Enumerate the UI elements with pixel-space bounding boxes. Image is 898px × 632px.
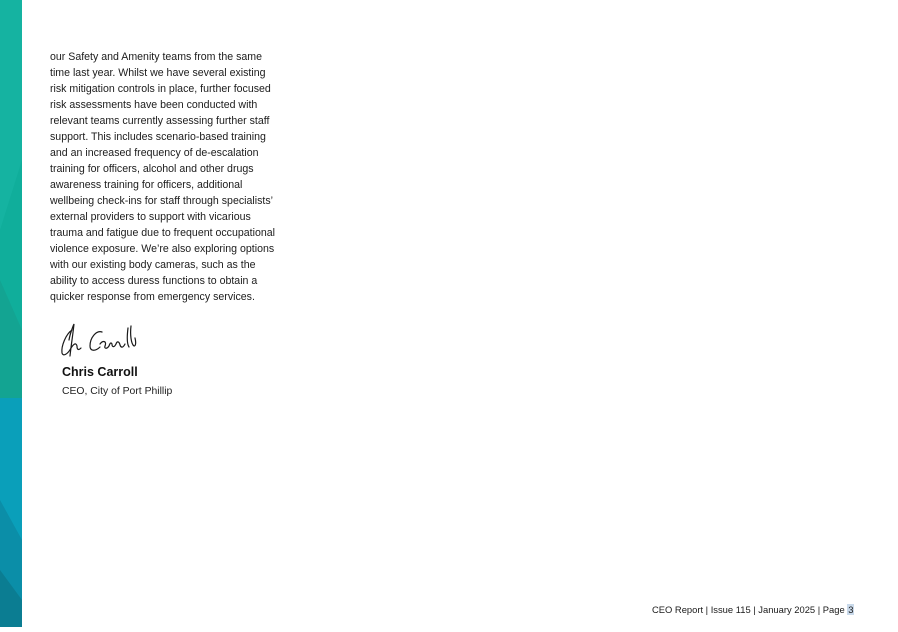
body-line: ability to access duress functions to obtain a [50,275,258,287]
signer-name: Chris Carroll [62,365,138,379]
body-line: trauma and fatigue due to frequent occupational [50,227,275,239]
body-line: violence exposure. We’re also exploring options [50,243,275,255]
body-line: training for officers, alcohol and other drugs [50,163,254,175]
page-footer [652,604,854,615]
body-line: quicker response from emergency services. [50,291,255,303]
body-line: external providers to support with vicarious [50,211,251,223]
body-line: support. This includes scenario-based training [50,131,266,143]
body-line: and an increased frequency of de-escalation [50,147,259,159]
body-line: time last year. Whilst we have several existing [50,67,266,79]
signer-title: CEO, City of Port Phillip [62,386,173,397]
page-number: 3 [848,604,854,615]
decorative-side-band [0,0,22,627]
body-line: risk mitigation controls in place, further focused [50,83,271,95]
body-line: relevant teams currently assessing further staff [50,115,270,127]
handwritten-signature [58,320,162,362]
body-line: awareness training for officers, additional [50,179,243,191]
body-line: our Safety and Amenity teams from the same [50,51,262,63]
body-line: risk assessments have been conducted with [50,99,258,111]
footer-text: CEO Report | Issue 115 | January 2025 | Page [652,604,848,615]
letter-body-text [50,49,300,305]
side-band-graphic [0,0,22,627]
body-line: wellbeing check-ins for staff through specialists’ [50,195,273,207]
body-line: with our existing body cameras, such as the [50,259,256,271]
